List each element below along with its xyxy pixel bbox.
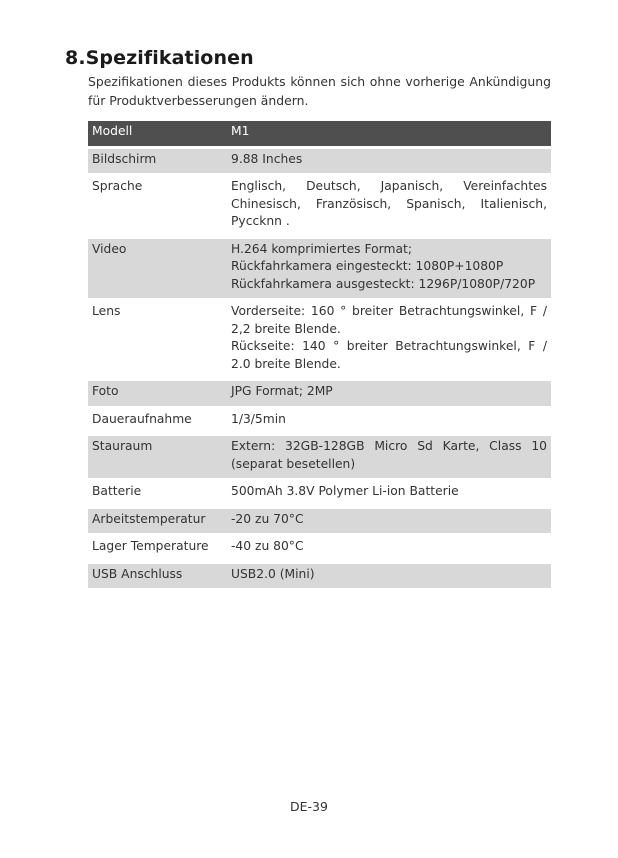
lens-line-1: Vorderseite: 160 ° breiter Betrachtungswinkel, F / 2,2 breite Blende. — [231, 304, 547, 336]
table-row — [88, 536, 551, 564]
row-value-batterie: 500mAh 3.8V Polymer Li-ion Batterie — [227, 481, 551, 509]
table-row — [88, 436, 551, 481]
table-row — [88, 509, 551, 537]
table-row — [88, 409, 551, 437]
row-value-bildschirm: 9.88 Inches — [227, 149, 551, 177]
table-row — [88, 149, 551, 177]
table-row — [88, 381, 551, 409]
lens-line-2: Rückseite: 140 ° breiter Betrachtungswinkel, F / 2.0 breite Blende. — [231, 339, 547, 371]
row-value-video — [227, 239, 551, 302]
table-row — [88, 301, 551, 381]
video-line-2: Rückfahrkamera eingesteckt: 1080P+1080P — [231, 259, 504, 273]
row-value-sprache: Englisch, Deutsch, Japanisch, Vereinfachtes Chinesisch, Französisch, Spanisch, Italienisch, Pyccknn . — [227, 176, 551, 239]
header-value: M1 — [227, 121, 551, 149]
page-number: DE-39 — [290, 799, 328, 814]
row-label-usb-anschluss: USB Anschluss — [88, 564, 227, 592]
table-row — [88, 176, 551, 239]
specifications-table — [88, 121, 551, 591]
row-value-daueraufnahme: 1/3/5min — [227, 409, 551, 437]
table-row — [88, 239, 551, 302]
row-label-stauraum: Stauraum — [88, 436, 227, 481]
row-value-arbeitstemperatur: -20 zu 70°C — [227, 509, 551, 537]
table-row — [88, 481, 551, 509]
row-label-batterie: Batterie — [88, 481, 227, 509]
row-label-foto: Foto — [88, 381, 227, 409]
section-title: 8.Spezifikationen — [65, 47, 254, 69]
row-value-usb-anschluss: USB2.0 (Mini) — [227, 564, 551, 592]
row-label-bildschirm: Bildschirm — [88, 149, 227, 177]
table-row — [88, 564, 551, 592]
row-value-lager-temperature: -40 zu 80°C — [227, 536, 551, 564]
row-value-lens — [227, 301, 551, 381]
row-value-stauraum: Extern: 32GB-128GB Micro Sd Karte, Class 10 (separat besetellen) — [227, 436, 551, 481]
row-label-daueraufnahme: Daueraufnahme — [88, 409, 227, 437]
row-label-lager-temperature: Lager Temperature — [88, 536, 227, 564]
header-label: Modell — [88, 121, 227, 149]
row-label-sprache: Sprache — [88, 176, 227, 239]
table-header-row — [88, 121, 551, 149]
row-label-lens: Lens — [88, 301, 227, 381]
row-label-arbeitstemperatur: Arbeitstemperatur — [88, 509, 227, 537]
video-line-3: Rückfahrkamera ausgesteckt: 1296P/1080P/720P — [231, 276, 536, 291]
intro-paragraph: Spezifikationen dieses Produkts können sich ohne vorherige Ankündigung für Produktverbesserungen ändern. — [88, 74, 551, 108]
video-line-1: H.264 komprimiertes Format; — [231, 241, 412, 256]
row-label-video: Video — [88, 239, 227, 302]
row-value-foto: JPG Format; 2MP — [227, 381, 551, 409]
